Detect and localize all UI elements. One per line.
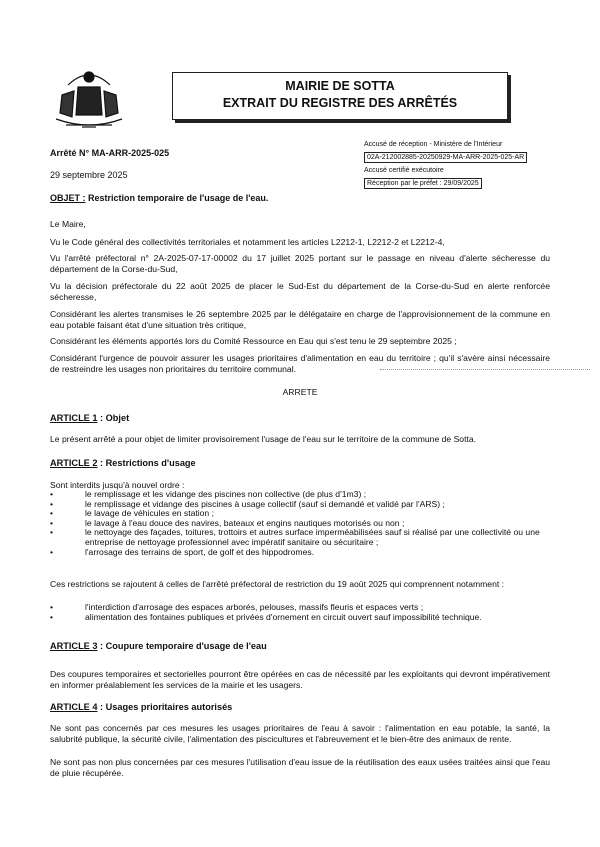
article-1-text: Le présent arrêté a pour objet de limiter provisoirement l'usage de l'eau sur le territoire de la commune de Sotta.	[50, 434, 477, 444]
registre-title: EXTRAIT DU REGISTRE DES ARRÊTÉS	[222, 96, 458, 110]
arrete-date: 29 septembre 2025	[50, 170, 128, 180]
objet-line	[50, 193, 268, 203]
article-2-title: : Restrictions d'usage	[97, 458, 196, 468]
arrete-number: Arrêté N° MA-ARR-2025-025	[50, 148, 170, 158]
mairie-title: MAIRIE DE SOTTA	[285, 79, 395, 93]
coat-of-arms-icon	[48, 55, 130, 137]
restrictions-list	[50, 490, 550, 557]
article-1-title: : Objet	[97, 413, 130, 423]
article-3-heading	[50, 641, 267, 651]
prefectoral-list	[50, 603, 550, 622]
arrete-heading: ARRETE	[282, 387, 318, 397]
vu-2: Vu l'arrêté préfectoral n° 2A-2025-07-17-00002 du 17 juillet 2025 portant sur le passage en niveau d'alerte sécheresse du département de la Corse-du-Sud,	[50, 253, 550, 274]
article-3-text: Des coupures temporaires et sectorielles pourront être opérées en cas de nécessité par les exploitants qui devront impérativement en informer préalablement les services de la mairie et les usagers.	[50, 669, 550, 690]
accuse-label: Accusé de réception - Ministère de l'Intérieur	[364, 141, 503, 148]
objet-label: OBJET :	[50, 193, 86, 203]
vu-3: Vu la décision préfectorale du 22 août 2025 de placer le Sud-Est du département de la Corse-du-Sud en alerte renforcée sécheresse,	[50, 281, 550, 302]
list-item: • alimentation des fontaines publiques et privées d'ornement en circuit ouvert sauf impossibilité technique.	[50, 613, 550, 623]
considerant-1: Considérant les alertes transmises le 26 septembre 2025 par le délégataire en charge de l'approvisionnement de la commune en eau potable faisant état d'une situation très critique,	[50, 309, 550, 330]
list-item: • l'interdiction d'arrosage des espaces arborés, pelouses, massifs fleuris et espaces verts ;	[50, 603, 550, 613]
article-4-title: : Usages prioritaires autorisés	[97, 702, 233, 712]
article-4-text-1: Ne sont pas concernés par ces mesures les usages prioritaires de l'eau à savoir : l'alimentation en eau potable, la santé, la salubrité publique, la sécurité civile, l'alimentation des piscicultures et l'abreuvement et le bien-être des animaux de rente.	[50, 723, 550, 744]
le-maire: Le Maire,	[50, 219, 86, 229]
vu-1: Vu le Code général des collectivités territoriales et notamment les articles L2212-1, L2212-2 et L2212-4,	[50, 237, 445, 247]
list-item: • l'arrosage des terrains de sport, de golf et des hippodromes.	[50, 548, 550, 558]
considerant-2: Considérant les éléments apportés lors du Comité Ressource en Eau qui s'est tenu le 29 septembre 2025 ;	[50, 336, 457, 346]
reception-date: Réception par le préfet : 29/09/2025	[364, 178, 482, 189]
list-item: • le lavage à l'eau douce des navires, bateaux et engins nautiques motorisés ou non ;	[50, 519, 550, 529]
article-1-num: ARTICLE 1	[50, 413, 98, 423]
article-2-intro: Sont interdits jusqu'à nouvel ordre :	[50, 480, 185, 490]
considerant-3: Considérant l'urgence de pouvoir assurer les usages prioritaires d'alimentation en eau du territoire ; qu'il s'avère ainsi nécessaire de restreindre les usages non prioritaires du territoire communal.	[50, 353, 550, 374]
list-item: • le remplissage et vidange des piscines à usage collectif (sauf si demandé et validé par l'ARS) ;	[50, 500, 550, 510]
certifie-label: Accusé certifié exécutoire	[364, 167, 444, 174]
article-3-num: ARTICLE 3	[50, 641, 98, 651]
list-item: • le nettoyage des façades, toitures, trottoirs et autres surface imperméabilisées sauf si réalisé par une collectivité ou une entreprise de nettoyage professionnel avec impératif sanitaire ou sécuritaire ;	[50, 528, 550, 547]
list-item: • le remplissage et les vidange des piscines non collective (de plus d'1m3) ;	[50, 490, 550, 500]
list-item: • le lavage de véhicules en station ;	[50, 509, 550, 519]
article-2-outro: Ces restrictions se rajoutent à celles de l'arrêté préfectoral de restriction du 19 août 2025 qui comprennent notamment :	[50, 579, 505, 589]
article-4-text-2: Ne sont pas non plus concernées par ces mesures l'utilisation d'eau issue de la réutilisation des eaux usées traitées ainsi que l'eau de pluie récupérée.	[50, 757, 550, 778]
article-2-num: ARTICLE 2	[50, 458, 98, 468]
title-box	[172, 72, 508, 120]
objet-text: Restriction temporaire de l'usage de l'eau.	[88, 193, 269, 203]
article-4-num: ARTICLE 4	[50, 702, 98, 712]
article-1-heading	[50, 413, 129, 423]
article-3-title: : Coupure temporaire d'usage de l'eau	[97, 641, 267, 651]
article-4-heading	[50, 702, 232, 712]
article-2-heading	[50, 458, 196, 468]
accuse-reception-block	[364, 140, 544, 192]
accuse-ref: 02A-212002885-20250929-MA-ARR-2025-025-AR	[364, 152, 527, 163]
divider	[380, 369, 590, 370]
